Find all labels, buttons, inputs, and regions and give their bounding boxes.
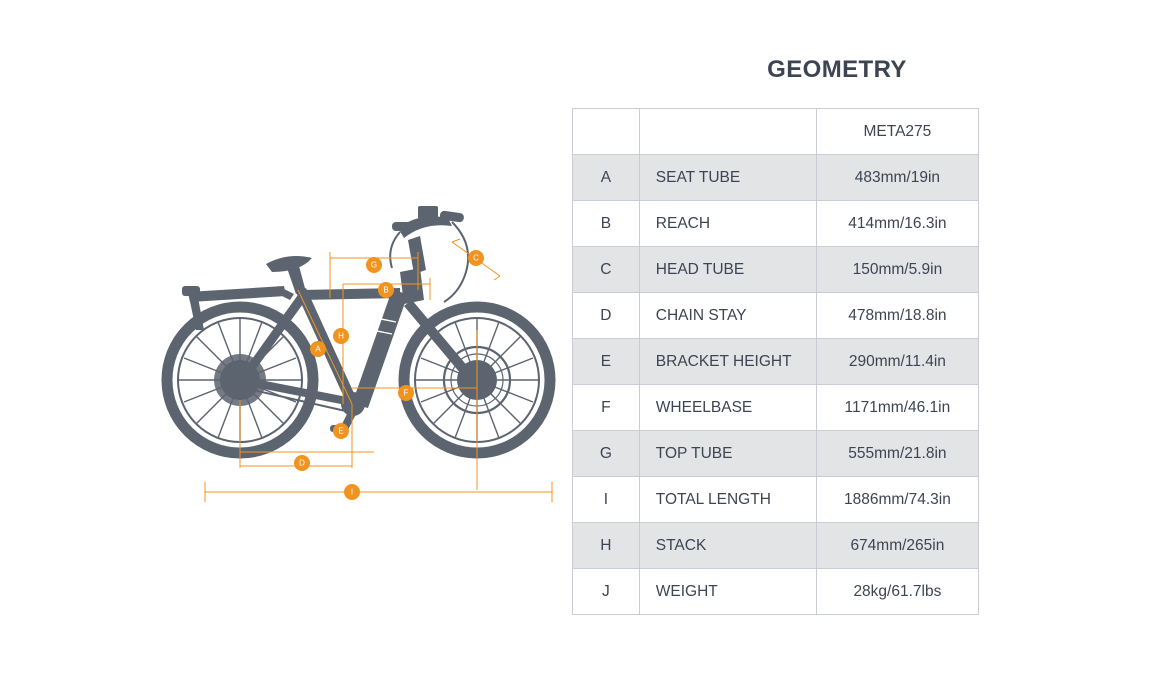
marker-label-b: B [383,285,389,295]
row-name: SEAT TUBE [639,155,816,201]
row-name: TOTAL LENGTH [639,477,816,523]
row-letter: E [573,339,640,385]
geometry-table [572,108,979,615]
bike-diagram [0,0,572,678]
table-row [573,385,979,431]
row-name: CHAIN STAY [639,293,816,339]
marker-label-f: F [403,388,409,398]
marker-d [294,455,310,471]
table-body [573,155,979,615]
table-header-row [573,109,979,155]
row-name: TOP TUBE [639,431,816,477]
header-letter [573,109,640,155]
marker-label-i: I [350,487,354,497]
table-header [573,109,979,155]
row-name: STACK [639,523,816,569]
row-value: 555mm/21.8in [816,431,978,477]
header-name [639,109,816,155]
row-letter: I [573,477,640,523]
row-value: 290mm/11.4in [816,339,978,385]
row-value: 414mm/16.3in [816,201,978,247]
table-row [573,201,979,247]
row-value: 674mm/265in [816,523,978,569]
geometry-panel [572,0,1164,678]
row-value: 28kg/61.7lbs [816,569,978,615]
row-value: 150mm/5.9in [816,247,978,293]
marker-i [344,484,360,500]
row-letter: A [573,155,640,201]
row-name: WHEELBASE [639,385,816,431]
row-letter: C [573,247,640,293]
table-row [573,293,979,339]
row-name: BRACKET HEIGHT [639,339,816,385]
marker-label-g: G [370,260,378,270]
marker-label-c: C [473,253,479,263]
marker-e [333,423,349,439]
marker-b [378,282,394,298]
marker-label-h: H [338,331,344,341]
marker-c [468,250,484,266]
table-row [573,155,979,201]
row-letter: D [573,293,640,339]
page-title: GEOMETRY [767,56,907,83]
marker-label-a: A [315,344,321,354]
marker-h [333,328,349,344]
table-row [573,523,979,569]
row-letter: B [573,201,640,247]
row-value: 483mm/19in [816,155,978,201]
marker-a [310,341,326,357]
row-value: 1886mm/74.3in [816,477,978,523]
row-letter: G [573,431,640,477]
row-name: HEAD TUBE [639,247,816,293]
table-row [573,569,979,615]
row-name: WEIGHT [639,569,816,615]
table-row [573,431,979,477]
row-letter: F [573,385,640,431]
marker-f [398,385,414,401]
table-row [573,247,979,293]
table-row [573,477,979,523]
marker-label-d: D [299,458,305,468]
row-name: REACH [639,201,816,247]
bike-illustration [167,206,550,453]
marker-label-e: E [338,426,344,436]
row-letter: J [573,569,640,615]
bike-diagram-panel [0,0,572,678]
row-letter: H [573,523,640,569]
table-row [573,339,979,385]
row-value: 1171mm/46.1in [816,385,978,431]
header-model: META275 [816,109,978,155]
row-value: 478mm/18.8in [816,293,978,339]
marker-g [366,257,382,273]
